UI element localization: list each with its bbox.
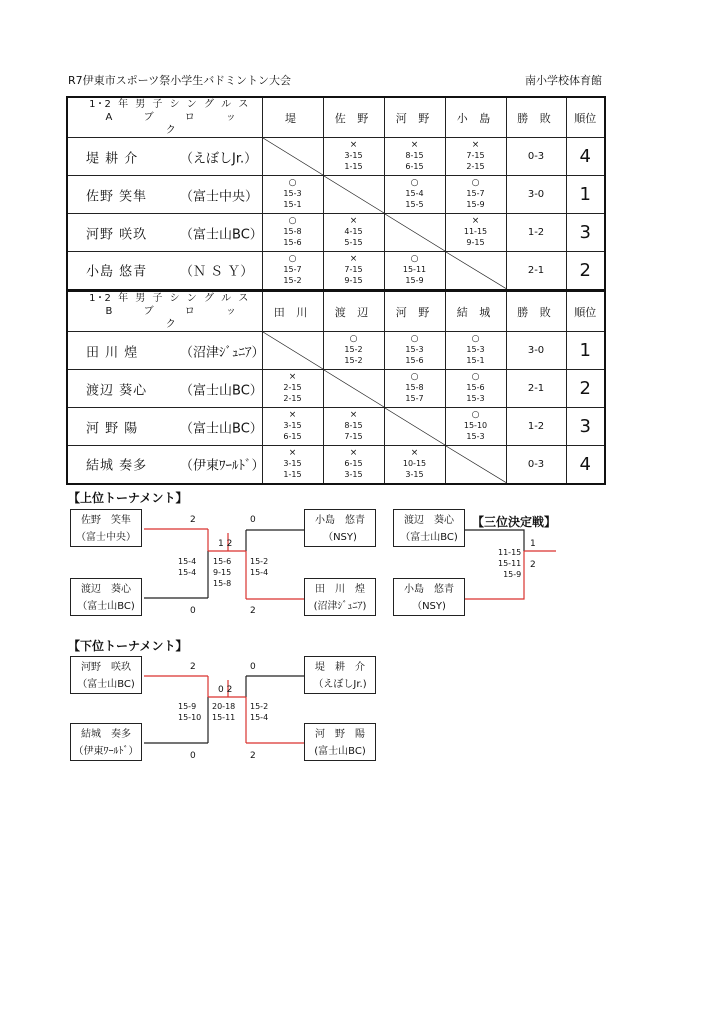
rank: 4 — [566, 446, 605, 484]
player-name: 佐野 笑隼 — [86, 189, 148, 204]
game-count: 1 — [530, 539, 536, 549]
col-head: 田 川 — [262, 291, 323, 332]
game-score: 9-15 — [344, 275, 363, 285]
col-head: 河 野 — [384, 97, 445, 138]
upper-tournament-title: 【上位トーナメント】 — [68, 491, 188, 505]
rank: 3 — [566, 408, 605, 446]
lower-player-box: 河野 咲玖 （富士山BC) — [70, 656, 142, 694]
game-score: 3-15 — [283, 421, 302, 430]
col-head: 堤 — [262, 97, 323, 138]
third-player-box: 渡辺 葵心 （富士山BC) — [393, 509, 465, 547]
match-score: 15-2 15-4 — [250, 702, 269, 722]
lower-player-box: 堤 耕 介 （えぼしJr.) — [304, 656, 376, 694]
result-mark: ○ — [471, 178, 480, 188]
result-mark: × — [471, 216, 480, 226]
result-mark: ○ — [471, 334, 480, 344]
player-name: 田 川 煌 — [86, 345, 139, 360]
block-a-label: 1･2 年 男 子 シ ン グ ル ス A ブ ロ ッ ク — [67, 97, 262, 138]
upper-player-box: 渡辺 葵心 （富士山BC) — [70, 578, 142, 616]
match-score: 15-6 9-15 15-8 — [213, 557, 232, 588]
player-team: （えぼしJr.） — [180, 151, 258, 166]
upper-player-box: 田 川 煌 (沼津ｼﾞｭﾆｱ) — [304, 578, 376, 616]
game-score: 15-6 — [405, 356, 424, 365]
match-score: 11-15 15-11 15-9 — [498, 548, 522, 579]
player-name: 堤 耕 介 — [86, 151, 139, 166]
game-score: 15-8 — [283, 227, 302, 236]
col-head: 結 城 — [445, 291, 506, 332]
game-score: 15-8 — [405, 383, 424, 392]
win-loss: 3-0 — [506, 176, 566, 214]
col-head: 小 島 — [445, 97, 506, 138]
game-count: 2 — [190, 662, 196, 672]
final-result: 1 2 — [218, 539, 233, 549]
game-score: 15-2 — [283, 275, 302, 285]
game-score: 3-15 — [344, 151, 363, 160]
rank: 4 — [566, 138, 605, 176]
upper-player-box: 佐野 笑隼 （富士中央） — [70, 509, 142, 547]
result-mark: × — [349, 140, 358, 150]
result-mark: × — [288, 372, 297, 382]
game-count: 0 — [250, 515, 256, 525]
game-score: 7-15 — [466, 151, 485, 160]
game-score: 1-15 — [283, 469, 302, 479]
result-mark: ○ — [410, 334, 419, 344]
game-score: 15-9 — [466, 200, 485, 209]
player-name: 渡辺 葵心 — [86, 383, 148, 398]
game-score: 6-15 — [405, 162, 424, 171]
game-score: 2-15 — [283, 394, 302, 403]
game-score: 8-15 — [405, 151, 424, 160]
game-score: 5-15 — [344, 238, 363, 247]
player-team: （富士中央） — [180, 189, 259, 204]
game-score: 7-15 — [344, 264, 363, 274]
player-team: （沼津ｼﾞｭﾆｱ） — [180, 345, 265, 360]
game-count: 2 — [190, 515, 196, 525]
game-score: 10-15 — [402, 458, 427, 468]
game-score: 8-15 — [344, 421, 363, 430]
match-score: 20-18 15-11 — [212, 702, 236, 722]
rank: 2 — [566, 370, 605, 408]
game-score: 6-15 — [344, 458, 363, 468]
game-count: 0 — [250, 662, 256, 672]
result-mark: ○ — [410, 253, 419, 264]
match-score: 15-2 15-4 — [250, 557, 269, 577]
game-score: 15-11 — [402, 264, 427, 274]
game-count: 0 — [190, 751, 196, 761]
page-title: R7伊東市スポーツ祭小学生バドミントン大会 — [68, 74, 291, 87]
win-loss: 1-2 — [506, 214, 566, 252]
result-mark: ○ — [288, 216, 297, 226]
third-player-box: 小島 悠青 （NSY) — [393, 578, 465, 616]
player-name: 小島 悠青 — [86, 264, 148, 280]
game-score: 11-15 — [463, 227, 488, 236]
result-mark: × — [349, 216, 358, 226]
rank: 3 — [566, 214, 605, 252]
result-mark: × — [410, 447, 419, 458]
player-name: 結城 奏多 — [86, 458, 148, 474]
rank-head: 順位 — [566, 291, 605, 332]
game-score: 15-1 — [466, 356, 485, 365]
result-mark: ○ — [471, 372, 480, 382]
player-team: （富士山BC） — [180, 227, 263, 242]
player-name: 河野 咲玖 — [86, 227, 148, 242]
match-score: 15-4 15-4 — [178, 557, 197, 577]
col-head: 佐 野 — [323, 97, 384, 138]
result-mark: ○ — [410, 372, 419, 382]
game-score: 15-1 — [283, 200, 302, 209]
record-head: 勝 敗 — [506, 97, 566, 138]
game-score: 15-9 — [405, 275, 424, 285]
result-mark: ○ — [288, 253, 297, 264]
result-mark: × — [288, 447, 297, 458]
game-score: 3-15 — [405, 469, 424, 479]
upper-player-box: 小島 悠青 （NSY) — [304, 509, 376, 547]
result-mark: ○ — [471, 410, 480, 420]
col-head: 河 野 — [384, 291, 445, 332]
game-score: 15-2 — [344, 356, 363, 365]
game-score: 3-15 — [283, 458, 302, 468]
col-head: 渡 辺 — [323, 291, 384, 332]
result-mark: × — [288, 410, 297, 420]
game-score: 15-6 — [283, 238, 302, 247]
game-score: 2-15 — [466, 162, 485, 171]
player-team: （Ｎ Ｓ Ｙ） — [180, 264, 254, 280]
match-score: 15-9 15-10 — [178, 702, 202, 722]
final-result: 0 2 — [218, 685, 233, 695]
game-score: 3-15 — [344, 469, 363, 479]
third-place-title: 【三位決定戦】 — [472, 515, 557, 529]
game-score: 15-7 — [283, 264, 302, 274]
result-mark: ○ — [410, 178, 419, 188]
player-team: （伊東ﾜｰﾙﾄﾞ） — [180, 458, 265, 474]
result-mark: × — [349, 410, 358, 420]
rank: 1 — [566, 332, 605, 370]
game-score: 15-7 — [405, 394, 424, 403]
game-score: 15-4 — [405, 189, 424, 198]
game-count: 2 — [250, 751, 256, 761]
game-score: 15-10 — [463, 421, 488, 430]
win-loss: 3-0 — [506, 332, 566, 370]
rank: 1 — [566, 176, 605, 214]
game-score: 9-15 — [466, 238, 485, 247]
game-score: 6-15 — [283, 432, 302, 441]
result-mark: ○ — [288, 178, 297, 188]
result-mark: × — [410, 140, 419, 150]
record-head: 勝 敗 — [506, 291, 566, 332]
game-count: 0 — [190, 606, 196, 616]
game-score: 15-3 — [466, 394, 485, 403]
win-loss: 2-1 — [506, 252, 566, 290]
rank-head: 順位 — [566, 97, 605, 138]
game-score: 15-3 — [466, 432, 485, 441]
game-score: 15-7 — [466, 189, 485, 198]
game-score: 15-3 — [283, 189, 302, 198]
result-mark: × — [471, 140, 480, 150]
lower-player-box: 河 野 陽 (富士山BC) — [304, 723, 376, 761]
game-score: 15-6 — [466, 383, 485, 392]
lower-tournament-title: 【下位トーナメント】 — [68, 639, 188, 653]
lower-player-box: 結城 奏多 （伊東ﾜｰﾙﾄﾞ） — [70, 723, 142, 761]
win-loss: 2-1 — [506, 370, 566, 408]
game-score: 15-2 — [344, 345, 363, 354]
game-count: 2 — [250, 606, 256, 616]
win-loss: 0-3 — [506, 138, 566, 176]
game-score: 4-15 — [344, 227, 363, 236]
game-score: 7-15 — [344, 432, 363, 441]
result-mark: ○ — [349, 334, 358, 344]
player-team: （富士山BC） — [180, 421, 263, 436]
result-mark: × — [349, 447, 358, 458]
game-score: 15-3 — [405, 345, 424, 354]
player-team: （富士山BC） — [180, 383, 263, 398]
game-score: 2-15 — [283, 383, 302, 392]
venue: 南小学校体育館 — [525, 74, 602, 87]
player-name: 河 野 陽 — [86, 421, 139, 436]
block-b-label: 1･2 年 男 子 シ ン グ ル ス B ブ ロ ッ ク — [67, 291, 262, 332]
game-count: 2 — [530, 560, 536, 570]
result-mark: × — [349, 253, 358, 264]
game-score: 1-15 — [344, 162, 363, 171]
rank: 2 — [566, 252, 605, 290]
game-score: 15-3 — [466, 345, 485, 354]
win-loss: 0-3 — [506, 446, 566, 484]
game-score: 15-5 — [405, 200, 424, 209]
win-loss: 1-2 — [506, 408, 566, 446]
